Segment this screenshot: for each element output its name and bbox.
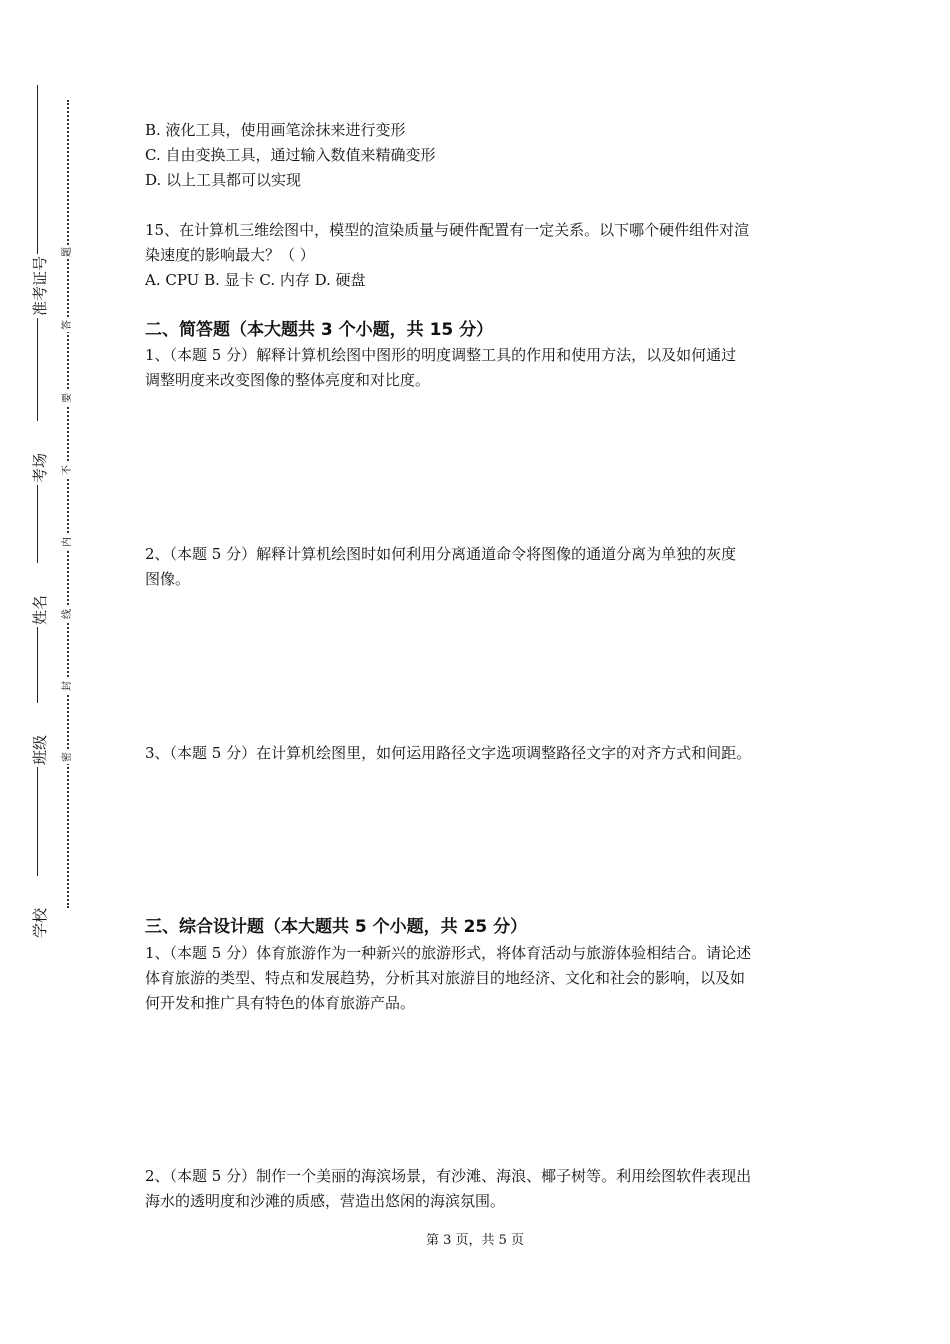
seal-char: 内 — [62, 537, 73, 547]
seal-char: 要 — [62, 393, 73, 403]
binding-dotted-line — [67, 100, 69, 908]
option-b: B. 液化工具，使用画笔涂抹来进行变形 — [145, 121, 406, 139]
section2-title: 二、简答题（本大题共 3 个小题，共 15 分） — [145, 320, 494, 340]
exam-room-label: 考场 — [30, 421, 50, 485]
s3-q1-line2: 体育旅游的类型、特点和发展趋势，分析其对旅游目的地经济、文化和社会的影响，以及如 — [145, 969, 746, 987]
seal-char: 题 — [62, 247, 73, 257]
s3-q1-line3: 何开发和推广具有特色的体育旅游产品。 — [145, 994, 416, 1012]
s2-q1-line1: 1、（本题 5 分）解释计算机绘图中图形的明度调整工具的作用和使用方法，以及如何通过 — [145, 346, 737, 364]
seal-char: 答 — [62, 320, 73, 330]
s3-q1-line1: 1、（本题 5 分）体育旅游作为一种新兴的旅游形式，将体育活动与旅游体验相结合。请论述 — [145, 944, 752, 962]
s2-q1-line2: 调整明度来改变图像的整体亮度和对比度。 — [145, 371, 431, 389]
school-label: 学校 — [30, 876, 50, 940]
s2-q2-line2: 图像。 — [145, 570, 191, 588]
s3-q2-line1: 2、（本题 5 分）制作一个美丽的海滨场景，有沙滩、海浪、椰子树等。利用绘图软件表现出 — [145, 1167, 752, 1185]
option-d: D. 以上工具都可以实现 — [145, 171, 302, 189]
seal-char: 线 — [62, 609, 73, 619]
q15-options: A. CPU B. 显卡 C. 内存 D. 硬盘 — [145, 271, 366, 289]
class-label: 班级 — [30, 703, 50, 767]
s3-q2-line2: 海水的透明度和沙滩的质感，营造出悠闲的海滨氛围。 — [145, 1192, 506, 1210]
option-c: C. 自由变换工具，通过输入数值来精确变形 — [145, 146, 436, 164]
q15-text-line2: 染速度的影响最大？（ ） — [145, 246, 315, 264]
section3-title: 三、综合设计题（本大题共 5 个小题，共 25 分） — [145, 917, 528, 937]
seal-char: 不 — [62, 465, 73, 475]
s2-q3-line1: 3、（本题 5 分）在计算机绘图里，如何运用路径文字选项调整路径文字的对齐方式和间距。 — [145, 744, 752, 762]
s2-q2-line1: 2、（本题 5 分）解释计算机绘图时如何利用分离通道命令将图像的通道分离为单独的灰度 — [145, 545, 737, 563]
name-label: 姓名 — [30, 563, 50, 627]
seal-char: 封 — [62, 681, 73, 691]
seal-char: 密 — [62, 752, 73, 762]
binding-solid-line — [37, 85, 38, 920]
page-footer: 第 3 页，共 5 页 — [425, 1233, 525, 1248]
exam-number-label: 准考证号 — [31, 255, 49, 316]
q15-text-line1: 15、在计算机三维绘图中，模型的渲染质量与硬件配置有一定关系。以下哪个硬件组件对渲 — [145, 221, 750, 239]
